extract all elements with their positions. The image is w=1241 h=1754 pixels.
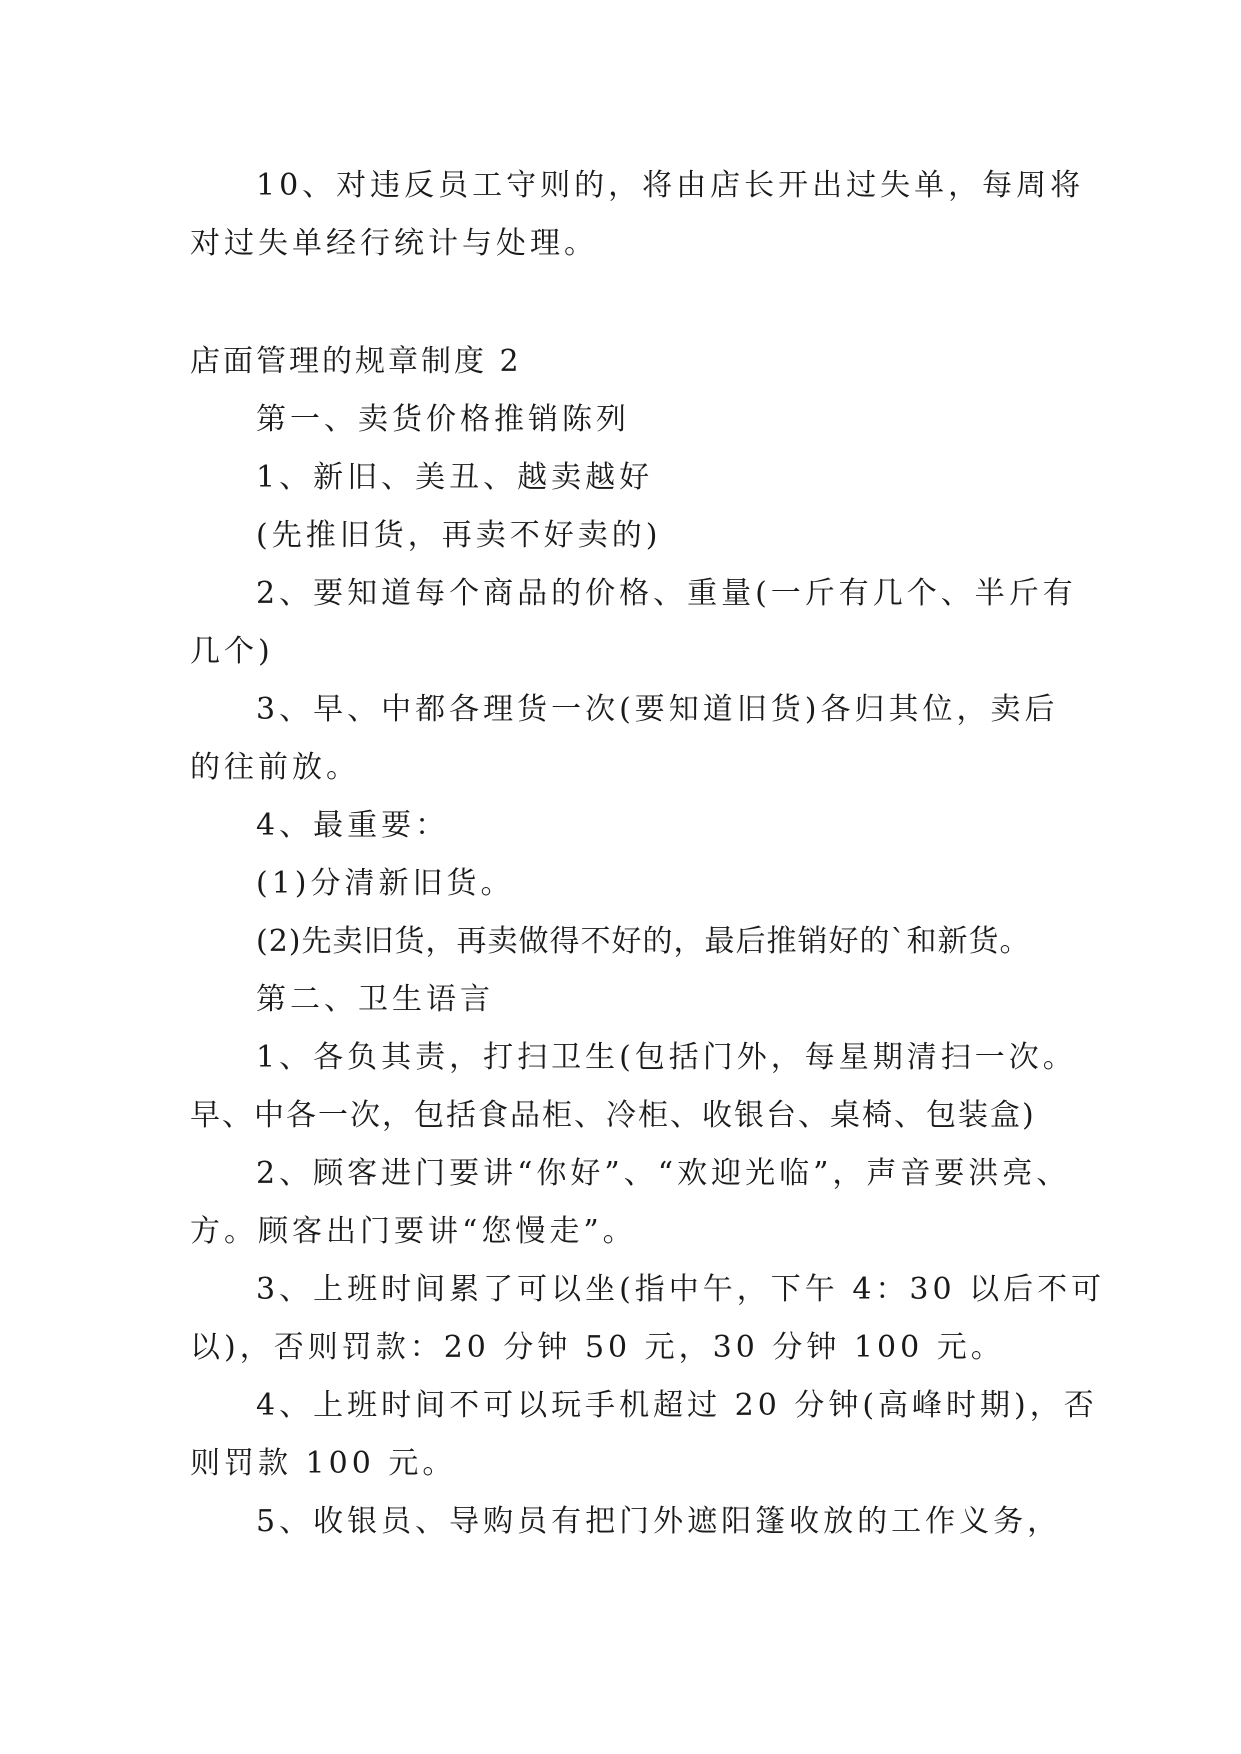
list-item: 1、新旧、美丑、越卖越好	[256, 460, 654, 495]
list-item: 2、顾客进门要讲“你好”、“欢迎光临”，声音要洪亮、	[256, 1156, 1071, 1191]
list-item-continued: 则罚款 100 元。	[190, 1446, 457, 1481]
section-title: 店面管理的规章制度 2	[190, 344, 522, 379]
paragraph-line: 对过失单经行统计与处理。	[190, 226, 598, 261]
subsection-heading: 第二、卫生语言	[256, 982, 494, 1017]
list-item-continued: 几个)	[190, 634, 274, 669]
list-item: 3、早、中都各理货一次(要知道旧货)各归其位，卖后	[256, 692, 1059, 727]
list-item: 2、要知道每个商品的价格、重量(一斤有几个、半斤有	[256, 576, 1077, 611]
paragraph-line: 10、对违反员工守则的，将由店长开出过失单，每周将	[256, 168, 1085, 203]
list-item: (2)先卖旧货，再卖做得不好的，最后推销好的`和新货。	[256, 924, 1031, 959]
list-item: (先推旧货，再卖不好卖的)	[256, 518, 662, 553]
list-item-continued: 方。顾客出门要讲“您慢走”。	[190, 1214, 637, 1249]
list-item: 3、上班时间累了可以坐(指中午，下午 4：30 以后不可	[256, 1272, 1106, 1307]
list-item: 5、收银员、导购员有把门外遮阳篷收放的工作义务，	[256, 1504, 1062, 1539]
list-item-continued: 以)，否则罚款：20 分钟 50 元，30 分钟 100 元。	[190, 1330, 1005, 1365]
list-item: 4、上班时间不可以玩手机超过 20 分钟(高峰时期)，否	[256, 1388, 1098, 1423]
list-item: (1)分清新旧货。	[256, 866, 515, 901]
list-item: 4、最重要：	[256, 808, 450, 843]
list-item-continued: 的往前放。	[190, 750, 360, 785]
list-item: 1、各负其责，打扫卫生(包括门外，每星期清扫一次。	[256, 1040, 1077, 1075]
list-item-continued: 早、中各一次，包括食品柜、冷柜、收银台、桌椅、包装盒)	[190, 1098, 1036, 1133]
subsection-heading: 第一、卖货价格推销陈列	[256, 402, 630, 437]
